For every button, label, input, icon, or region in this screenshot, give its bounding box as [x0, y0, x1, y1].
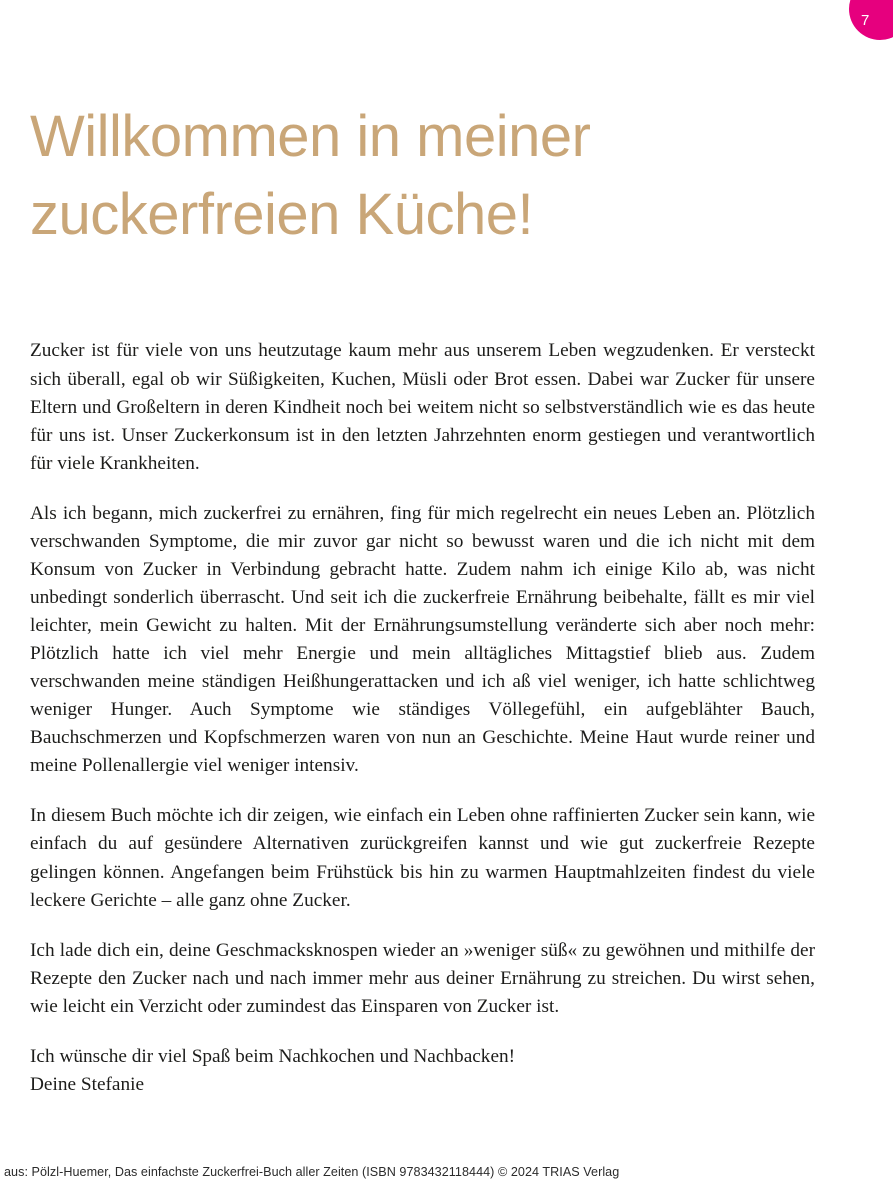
- page-content: [30, 98, 815, 1099]
- page-title: [30, 98, 790, 253]
- page-title-line-2: zuckerfreien Küche!: [30, 181, 534, 247]
- paragraph-1: Zucker ist für viele von uns heutzutage kaum mehr aus unserem Leben wegzudenken. Er versteckt sich überall, egal ob wir Süßigkeiten, Kuchen, Müsli oder Brot essen. Dabei war Zucker für unsere Eltern und Großeltern in deren Kindheit noch bei weitem nicht so selbstverständlich wie es das heute für uns ist. Unser Zuckerkonsum ist in den letzten Jahrzehnten enorm gestiegen und verantwortlich für viele Krankheiten.: [30, 340, 815, 474]
- source-footer: aus: Pölzl-Huemer, Das einfachste Zuckerfrei-Buch aller Zeiten (ISBN 9783432118444) © 2024 TRIAS Verlag: [4, 1165, 620, 1179]
- paragraph-3: In diesem Buch möchte ich dir zeigen, wie einfach ein Leben ohne raffinierten Zucker sein kann, wie einfach du auf gesündere Alternativen zurückgreifen kannst und wie gut zuckerfreie Rezepte gelingen können. Angefangen beim Frühstück bis hin zu warmen Hauptmahlzeiten findest du viele leckere Gerichte – alle ganz ohne Zucker.: [30, 805, 815, 911]
- body-copy: [30, 337, 815, 1099]
- closing-line-1: Ich wünsche dir viel Spaß beim Nachkochen und Nachbacken!: [30, 1045, 516, 1067]
- page-title-line-1: Willkommen in meiner: [30, 104, 591, 169]
- paragraph-4: Ich lade dich ein, deine Geschmacksknospen wieder an »weniger süß« zu gewöhnen und mithilfe der Rezepte den Zucker nach und nach immer mehr aus deiner Ernährung zu streichen. Du wirst sehen, wie leicht ein Verzicht oder zumindest das Einsparen von Zucker ist.: [30, 939, 815, 1017]
- paragraph-2: Als ich begann, mich zuckerfrei zu ernähren, fing für mich regelrecht ein neues Leben an. Plötzlich verschwanden Symptome, die mir zuvor gar nicht so bewusst waren und die ich nicht mit dem Konsum von Zucker in Verbindung gebracht hatte. Zudem nahm ich einige Kilo ab, was nicht unbedingt sonderlich überrascht. Und seit ich die zuckerfreie Ernährung beibehalte, fällt es mir viel leichter, mein Gewicht zu halten. Mit der Ernährungsumstellung veränderte sich aber noch mehr: Plötzlich hatte ich viel mehr Energie und mein alltägliches Mittagstief blieb aus. Zudem verschwanden meine ständigen Heißhungerattacken und ich aß viel weniger, ich hatte schlichtweg weniger Hunger. Auch Symptome wie ständiges Völlegefühl, ein aufgeblähter Bauch, Bauchschmerzen und Kopfschmerzen waren von nun an Geschichte. Meine Haut wurde reiner und meine Pollenallergie viel weniger intensiv.: [30, 502, 815, 777]
- page-number: 7: [861, 12, 870, 29]
- closing-block: [30, 1043, 815, 1099]
- page-number-badge: [849, 0, 893, 40]
- closing-line-2: Deine Stefanie: [30, 1073, 145, 1095]
